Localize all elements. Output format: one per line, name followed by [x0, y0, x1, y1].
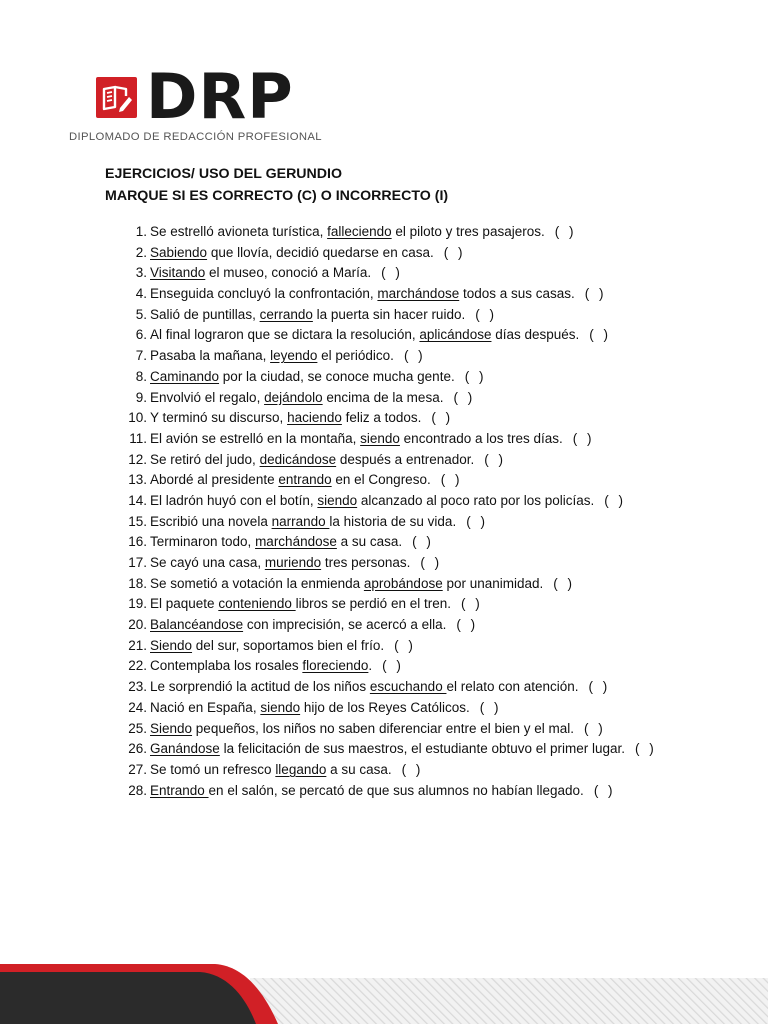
sentence-text-after: del sur, soportamos bien el frío.	[192, 637, 385, 653]
gerund-underlined: aplicándose	[419, 327, 492, 343]
sentence-text-after: a su casa.	[336, 534, 403, 550]
exercise-sentence	[150, 470, 462, 491]
answer-blank[interactable]: ( )	[460, 596, 483, 612]
exercise-sentence	[150, 636, 416, 657]
sentence-text-after: encontrado a los tres días.	[399, 430, 563, 446]
exercise-number: 21.	[128, 637, 147, 653]
sentence-text-after: el periódico.	[317, 348, 394, 364]
exercise-number: 5.	[135, 306, 147, 322]
sentence-text-before: Pasaba la mañana,	[150, 348, 271, 364]
sentence-text-before: Se cayó una casa,	[150, 555, 265, 570]
exercise-sentence	[150, 781, 616, 802]
answer-blank[interactable]: ( )	[553, 575, 576, 591]
sentence-text-after: con imprecisión, se acercó a ella.	[243, 617, 447, 633]
exercise-number: 6.	[135, 327, 147, 343]
exercise-number: 2.	[135, 244, 147, 260]
footer-dark-band	[0, 972, 256, 1024]
answer-blank[interactable]: ( )	[484, 451, 506, 467]
gerund-underlined: Siendo	[150, 720, 193, 736]
gerund-underlined: siendo	[317, 492, 358, 508]
gerund-underlined: falleciendo	[327, 224, 392, 239]
exercise-sentence	[150, 263, 403, 284]
answer-blank[interactable]: ( )	[440, 472, 463, 488]
sentence-text-after: feliz a todos.	[341, 410, 422, 426]
exercise-sentence	[150, 243, 465, 264]
exercise-number: 22.	[128, 658, 147, 674]
exercise-sentence	[150, 760, 423, 781]
sentence-text-after: la historia de su vida.	[329, 513, 457, 529]
answer-blank[interactable]: ( )	[382, 658, 404, 674]
sentence-text-after: alcanzado al poco rato por los policías.	[357, 492, 595, 508]
sentence-text-after: encima de la mesa.	[322, 389, 444, 405]
answer-blank[interactable]: ( )	[453, 389, 476, 405]
gerund-underlined: marchándose	[255, 534, 337, 550]
exercise-number: 26.	[128, 741, 147, 757]
exercise-sentence	[150, 532, 434, 553]
sentence-text-before: Terminaron todo,	[150, 534, 256, 550]
sentence-text-after: tres personas.	[321, 555, 411, 570]
exercise-number: 18.	[128, 575, 147, 591]
sentence-text-after: hijo de los Reyes Católicos.	[300, 699, 470, 715]
logo-wordmark: DRP	[146, 60, 294, 133]
exercise-number: 9.	[135, 389, 147, 405]
exercise-number: 15.	[128, 513, 147, 529]
gerund-underlined: dedicándose	[259, 451, 337, 467]
gerund-underlined: muriendo	[264, 555, 322, 570]
gerund-underlined: Visitando	[150, 265, 206, 281]
answer-blank[interactable]: ( )	[420, 555, 443, 570]
sentence-text-before: Se sometió a votación la enmienda	[150, 575, 364, 591]
sentence-text-before: Se retiró del judo,	[150, 451, 260, 467]
answer-blank[interactable]: ( )	[588, 679, 611, 695]
sentence-text-before: Enseguida concluyó la confrontación,	[150, 286, 378, 302]
exercise-sentence	[150, 615, 478, 636]
exercise-sentence	[150, 656, 404, 677]
gerund-underlined: narrando	[271, 513, 330, 529]
exercise-sentence	[150, 346, 426, 367]
answer-blank[interactable]: ( )	[456, 617, 479, 633]
sentence-text-after: el piloto y tres pasajeros.	[391, 224, 545, 239]
gerund-underlined: leyendo	[270, 348, 318, 364]
exercise-sentence	[150, 222, 576, 243]
sentence-text-after: después a entrenador.	[336, 451, 475, 467]
sentence-text-after: en el salón, se percató de que sus alumnos no habían llegado.	[208, 782, 584, 798]
gerund-underlined: Siendo	[150, 637, 193, 653]
gerund-underlined: floreciendo	[302, 658, 369, 674]
answer-blank[interactable]: ( )	[443, 244, 466, 260]
exercise-number: 23.	[128, 679, 147, 695]
answer-blank[interactable]: ( )	[381, 265, 403, 281]
exercise-number: 27.	[128, 761, 147, 777]
exercise-sentence	[150, 594, 483, 615]
exercise-sentence	[150, 305, 497, 326]
exercise-sentence	[150, 739, 657, 760]
answer-blank[interactable]: ( )	[412, 534, 434, 550]
exercise-sentence	[150, 677, 610, 698]
exercise-number: 13.	[128, 472, 147, 488]
exercise-number: 7.	[135, 348, 147, 364]
sentence-text-after: que llovía, decidió quedarse en casa.	[207, 244, 434, 260]
answer-blank[interactable]: ( )	[479, 699, 502, 715]
sentence-text-after: por la ciudad, se conoce mucha gente.	[219, 368, 455, 384]
footer-decoration	[0, 954, 768, 1024]
exercise-sentence	[150, 429, 595, 450]
exercise-number: 17.	[128, 555, 147, 570]
gerund-underlined: Entrando	[150, 782, 209, 798]
gerund-underlined: entrando	[278, 472, 332, 488]
sentence-text-before: Se estrelló avioneta turística,	[150, 224, 328, 239]
sentence-text-after: en el Congreso.	[331, 472, 431, 488]
sentence-text-before: Nació en España,	[150, 699, 261, 715]
sentence-text-after: el relato con atención.	[446, 679, 579, 695]
exercise-sentence	[150, 719, 606, 740]
answer-blank[interactable]: ( )	[403, 348, 426, 364]
exercise-number: 16.	[128, 534, 147, 550]
answer-blank[interactable]: ( )	[604, 492, 627, 508]
sentence-text-before: Envolvió el regalo,	[150, 389, 265, 405]
exercise-sentence	[150, 367, 486, 388]
sentence-text-before: Y terminó su discurso,	[150, 410, 288, 426]
exercise-number: 14.	[128, 492, 147, 508]
sentence-text-after: pequeños, los niños no saben diferenciar entre el bien y el mal.	[192, 720, 575, 736]
sentence-text-after: libros se perdió en el tren.	[295, 596, 451, 612]
answer-blank[interactable]: ( )	[584, 286, 607, 302]
sentence-text-before: Abordé al presidente	[150, 472, 279, 488]
gerund-underlined: cerrando	[259, 306, 313, 322]
sentence-text-before: Le sorprendió la actitud de los niños	[150, 679, 370, 695]
exercise-number: 3.	[135, 265, 147, 281]
sentence-text-before: El ladrón huyó con el botín,	[150, 492, 318, 508]
exercise-sentence	[150, 553, 442, 574]
exercise-number: 19.	[128, 596, 147, 612]
gerund-underlined: siendo	[360, 430, 400, 446]
answer-blank[interactable]: ( )	[401, 761, 424, 777]
exercise-number: 25.	[128, 720, 147, 736]
gerund-underlined: Balancéandose	[150, 617, 244, 633]
worksheet-heading	[105, 163, 448, 207]
exercise-sentence	[150, 512, 488, 533]
sentence-text-before: Se tomó un refresco	[150, 761, 276, 777]
answer-blank[interactable]: ( )	[464, 368, 487, 384]
sentence-text-before: Escribió una novela	[150, 513, 272, 529]
sentence-text-before: Al final lograron que se dictara la resolución,	[150, 327, 420, 343]
sentence-text-after: todos a sus casas.	[459, 286, 575, 302]
sentence-text-before: El avión se estrelló en la montaña,	[150, 430, 361, 446]
logo-subtitle: DIPLOMADO DE REDACCIÓN PROFESIONAL	[69, 131, 322, 143]
gerund-underlined: marchándose	[377, 286, 460, 302]
gerund-underlined: siendo	[260, 699, 301, 715]
exercise-number: 10.	[128, 410, 147, 426]
exercise-number: 12.	[128, 451, 147, 467]
sentence-text-before: Salió de puntillas,	[150, 306, 260, 322]
answer-blank[interactable]: ( )	[635, 741, 657, 757]
sentence-text-after: por unanimidad.	[442, 575, 544, 591]
answer-blank[interactable]: ( )	[431, 410, 454, 426]
sentence-text-before: Contemplaba los rosales	[150, 658, 303, 674]
sentence-text-after: .	[368, 658, 373, 674]
exercise-sentence	[150, 408, 453, 429]
gerund-underlined: Caminando	[150, 368, 220, 384]
exercise-number: 4.	[135, 286, 147, 302]
gerund-underlined: llegando	[275, 761, 327, 777]
sentence-text-before: El paquete	[150, 596, 219, 612]
answer-blank[interactable]: ( )	[584, 720, 606, 736]
book-pen-icon	[96, 77, 137, 118]
sentence-text-after: el museo, conoció a María.	[205, 265, 372, 281]
answer-blank[interactable]: ( )	[475, 306, 497, 322]
gerund-underlined: conteniendo	[218, 596, 296, 612]
exercise-sentence	[150, 450, 506, 471]
exercise-sentence	[150, 491, 626, 512]
exercise-number: 8.	[135, 368, 147, 384]
exercise-sentence	[150, 698, 501, 719]
answer-blank[interactable]: ( )	[554, 224, 577, 239]
gerund-underlined: escuchando	[369, 679, 447, 695]
heading-title: EJERCICIOS/ USO DEL GERUNDIO	[105, 166, 343, 182]
sentence-text-after: a su casa.	[326, 761, 392, 777]
exercise-sentence	[150, 284, 607, 305]
exercise-number: 1.	[135, 224, 147, 239]
gerund-underlined: Sabiendo	[150, 244, 208, 260]
answer-blank[interactable]: ( )	[466, 513, 488, 529]
sentence-text-after: la felicitación de sus maestros, el estudiante obtuvo el primer lugar.	[219, 741, 626, 757]
sentence-text-after: la puerta sin hacer ruido.	[312, 306, 466, 322]
exercise-sentence	[150, 388, 475, 409]
answer-blank[interactable]: ( )	[394, 637, 416, 653]
exercise-number: 11.	[129, 430, 147, 446]
exercise-number: 24.	[128, 699, 147, 715]
gerund-underlined: aprobándose	[363, 575, 443, 591]
exercise-number: 20.	[128, 617, 147, 633]
heading-instructions: MARQUE SI ES CORRECTO (C) O INCORRECTO (I)	[105, 188, 449, 204]
answer-blank[interactable]: ( )	[572, 430, 595, 446]
answer-blank[interactable]: ( )	[589, 327, 612, 343]
gerund-underlined: dejándolo	[264, 389, 323, 405]
exercise-number: 28.	[128, 782, 147, 798]
answer-blank[interactable]: ( )	[593, 782, 616, 798]
footer-hatch-band	[250, 978, 768, 1024]
exercise-sentence	[150, 574, 575, 595]
gerund-underlined: Ganándose	[150, 741, 220, 757]
gerund-underlined: haciendo	[287, 410, 342, 426]
sentence-text-after: días después.	[491, 327, 580, 343]
exercise-sentence	[150, 325, 611, 346]
